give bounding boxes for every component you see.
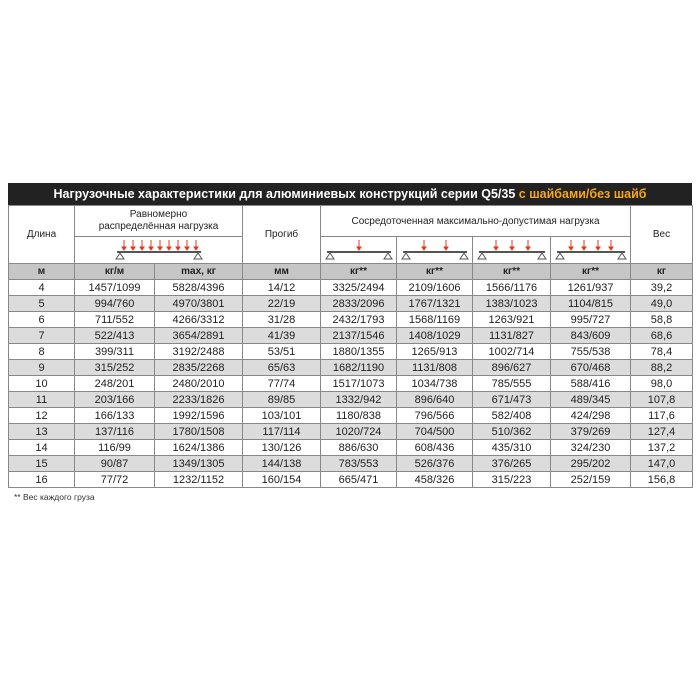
cell-deflection: 117/114 [243,424,321,440]
cell-point-3: 671/473 [473,392,551,408]
cell-uniform-per-m: 1457/1099 [75,280,155,296]
cell-point-3: 582/408 [473,408,551,424]
cell-weight: 137,2 [631,440,693,456]
table-row [9,328,693,344]
cell-length: 14 [9,440,75,456]
cell-length: 4 [9,280,75,296]
cell-weight: 147,0 [631,456,693,472]
cell-uniform-per-m: 711/552 [75,312,155,328]
unit-uniform-max: max, кг [155,264,243,280]
cell-point-2: 458/326 [397,472,473,488]
cell-deflection: 41/39 [243,328,321,344]
cell-point-3: 376/265 [473,456,551,472]
footnote: ** Вес каждого груза [14,492,95,502]
single-point-load-icon [324,239,394,261]
cell-uniform-max: 5828/4396 [155,280,243,296]
four-point-load-icon [554,239,628,261]
cell-point-4: 324/230 [551,440,631,456]
cell-point-2: 1408/1029 [397,328,473,344]
cell-uniform-per-m: 248/201 [75,376,155,392]
cell-point-3: 315/223 [473,472,551,488]
cell-uniform-per-m: 77/72 [75,472,155,488]
cell-length: 12 [9,408,75,424]
unit-point-3: кг** [473,264,551,280]
header-uniform-load [75,206,243,237]
uniform-load-icon-cell [75,237,243,264]
cell-uniform-max: 1992/1596 [155,408,243,424]
cell-uniform-max: 1232/1152 [155,472,243,488]
table-row [9,424,693,440]
cell-length: 8 [9,344,75,360]
cell-uniform-max: 3654/2891 [155,328,243,344]
cell-length: 15 [9,456,75,472]
cell-point-2: 1568/1169 [397,312,473,328]
cell-point-4: 1261/937 [551,280,631,296]
cell-point-4: 295/202 [551,456,631,472]
cell-point-3: 510/362 [473,424,551,440]
header-weight: Вес [631,206,693,264]
cell-uniform-max: 2233/1826 [155,392,243,408]
cell-point-1: 665/471 [321,472,397,488]
table-row [9,456,693,472]
table-row [9,472,693,488]
cell-weight: 49,0 [631,296,693,312]
table-body [9,280,693,488]
load-table-container [8,183,692,488]
cell-uniform-per-m: 116/99 [75,440,155,456]
table-row [9,408,693,424]
cell-uniform-max: 4970/3801 [155,296,243,312]
cell-length: 5 [9,296,75,312]
cell-length: 6 [9,312,75,328]
cell-weight: 68,6 [631,328,693,344]
cell-length: 16 [9,472,75,488]
table-title-accent: с шайбами/без шайб [518,187,647,201]
cell-weight: 98,0 [631,376,693,392]
cell-weight: 117,6 [631,408,693,424]
header-concentrated-load: Сосредоточенная максимально-допустимая нагрузка [321,206,631,237]
cell-point-2: 2109/1606 [397,280,473,296]
cell-deflection: 77/74 [243,376,321,392]
cell-point-3: 1566/1176 [473,280,551,296]
cell-length: 11 [9,392,75,408]
header-uniform-line2: распределённая нагрузка [98,221,219,232]
cell-point-1: 1682/1190 [321,360,397,376]
cell-length: 10 [9,376,75,392]
cell-deflection: 103/101 [243,408,321,424]
unit-uniform-per-m: кг/м [75,264,155,280]
load-table [8,205,693,488]
cell-uniform-per-m: 203/166 [75,392,155,408]
cell-deflection: 14/12 [243,280,321,296]
cell-deflection: 22/19 [243,296,321,312]
cell-point-4: 1104/815 [551,296,631,312]
table-row [9,392,693,408]
header-uniform-line1: Равномерно [129,209,188,220]
cell-point-2: 704/500 [397,424,473,440]
cell-point-3: 1383/1023 [473,296,551,312]
two-point-load-icon-cell [397,237,473,264]
cell-point-4: 755/538 [551,344,631,360]
cell-uniform-per-m: 315/252 [75,360,155,376]
table-row [9,280,693,296]
two-point-load-icon [400,239,470,261]
cell-point-1: 1517/1073 [321,376,397,392]
cell-point-1: 2137/1546 [321,328,397,344]
cell-point-3: 785/555 [473,376,551,392]
cell-deflection: 53/51 [243,344,321,360]
unit-weight: кг [631,264,693,280]
unit-length: м [9,264,75,280]
cell-deflection: 130/126 [243,440,321,456]
cell-point-3: 896/627 [473,360,551,376]
cell-point-4: 424/298 [551,408,631,424]
table-row [9,360,693,376]
cell-point-4: 995/727 [551,312,631,328]
cell-point-3: 1002/714 [473,344,551,360]
cell-point-1: 2432/1793 [321,312,397,328]
cell-point-1: 3325/2494 [321,280,397,296]
cell-point-2: 1034/738 [397,376,473,392]
cell-point-4: 489/345 [551,392,631,408]
cell-point-4: 379/269 [551,424,631,440]
cell-point-4: 588/416 [551,376,631,392]
cell-point-1: 783/553 [321,456,397,472]
header-length: Длина [9,206,75,264]
cell-uniform-max: 4266/3312 [155,312,243,328]
cell-length: 9 [9,360,75,376]
table-title [8,183,692,205]
cell-weight: 127,4 [631,424,693,440]
unit-point-2: кг** [397,264,473,280]
unit-point-4: кг** [551,264,631,280]
table-row [9,376,693,392]
cell-deflection: 65/63 [243,360,321,376]
cell-point-2: 526/376 [397,456,473,472]
cell-point-2: 896/640 [397,392,473,408]
cell-uniform-per-m: 166/133 [75,408,155,424]
cell-point-1: 1180/838 [321,408,397,424]
table-row [9,440,693,456]
unit-deflection: мм [243,264,321,280]
three-point-load-icon [476,239,548,261]
cell-weight: 107,8 [631,392,693,408]
header-deflection: Прогиб [243,206,321,264]
cell-weight: 78,4 [631,344,693,360]
cell-weight: 88,2 [631,360,693,376]
table-row [9,296,693,312]
cell-point-1: 886/630 [321,440,397,456]
cell-point-2: 608/436 [397,440,473,456]
cell-point-1: 2833/2096 [321,296,397,312]
cell-uniform-per-m: 399/311 [75,344,155,360]
table-row [9,312,693,328]
cell-uniform-max: 1780/1508 [155,424,243,440]
cell-uniform-max: 3192/2488 [155,344,243,360]
single-point-load-icon-cell [321,237,397,264]
cell-point-1: 1880/1355 [321,344,397,360]
cell-point-3: 1131/827 [473,328,551,344]
cell-weight: 39,2 [631,280,693,296]
cell-point-3: 435/310 [473,440,551,456]
cell-point-1: 1020/724 [321,424,397,440]
cell-uniform-per-m: 994/760 [75,296,155,312]
cell-uniform-per-m: 522/413 [75,328,155,344]
cell-point-4: 843/609 [551,328,631,344]
cell-length: 13 [9,424,75,440]
cell-weight: 156,8 [631,472,693,488]
cell-point-2: 1131/808 [397,360,473,376]
uniform-load-icon [114,239,204,261]
cell-uniform-max: 1624/1386 [155,440,243,456]
cell-point-2: 1767/1321 [397,296,473,312]
cell-uniform-max: 2480/2010 [155,376,243,392]
cell-uniform-max: 2835/2268 [155,360,243,376]
cell-weight: 58,8 [631,312,693,328]
cell-point-1: 1332/942 [321,392,397,408]
cell-point-3: 1263/921 [473,312,551,328]
four-point-load-icon-cell [551,237,631,264]
three-point-load-icon-cell [473,237,551,264]
cell-deflection: 89/85 [243,392,321,408]
cell-point-4: 670/468 [551,360,631,376]
table-row [9,344,693,360]
cell-deflection: 160/154 [243,472,321,488]
cell-uniform-max: 1349/1305 [155,456,243,472]
unit-point-1: кг** [321,264,397,280]
table-title-main: Нагрузочные характеристики для алюминиевых конструкций серии Q5/35 [53,187,516,201]
cell-point-2: 1265/913 [397,344,473,360]
cell-deflection: 31/28 [243,312,321,328]
cell-uniform-per-m: 90/87 [75,456,155,472]
cell-deflection: 144/138 [243,456,321,472]
cell-point-2: 796/566 [397,408,473,424]
cell-point-4: 252/159 [551,472,631,488]
cell-length: 7 [9,328,75,344]
cell-uniform-per-m: 137/116 [75,424,155,440]
